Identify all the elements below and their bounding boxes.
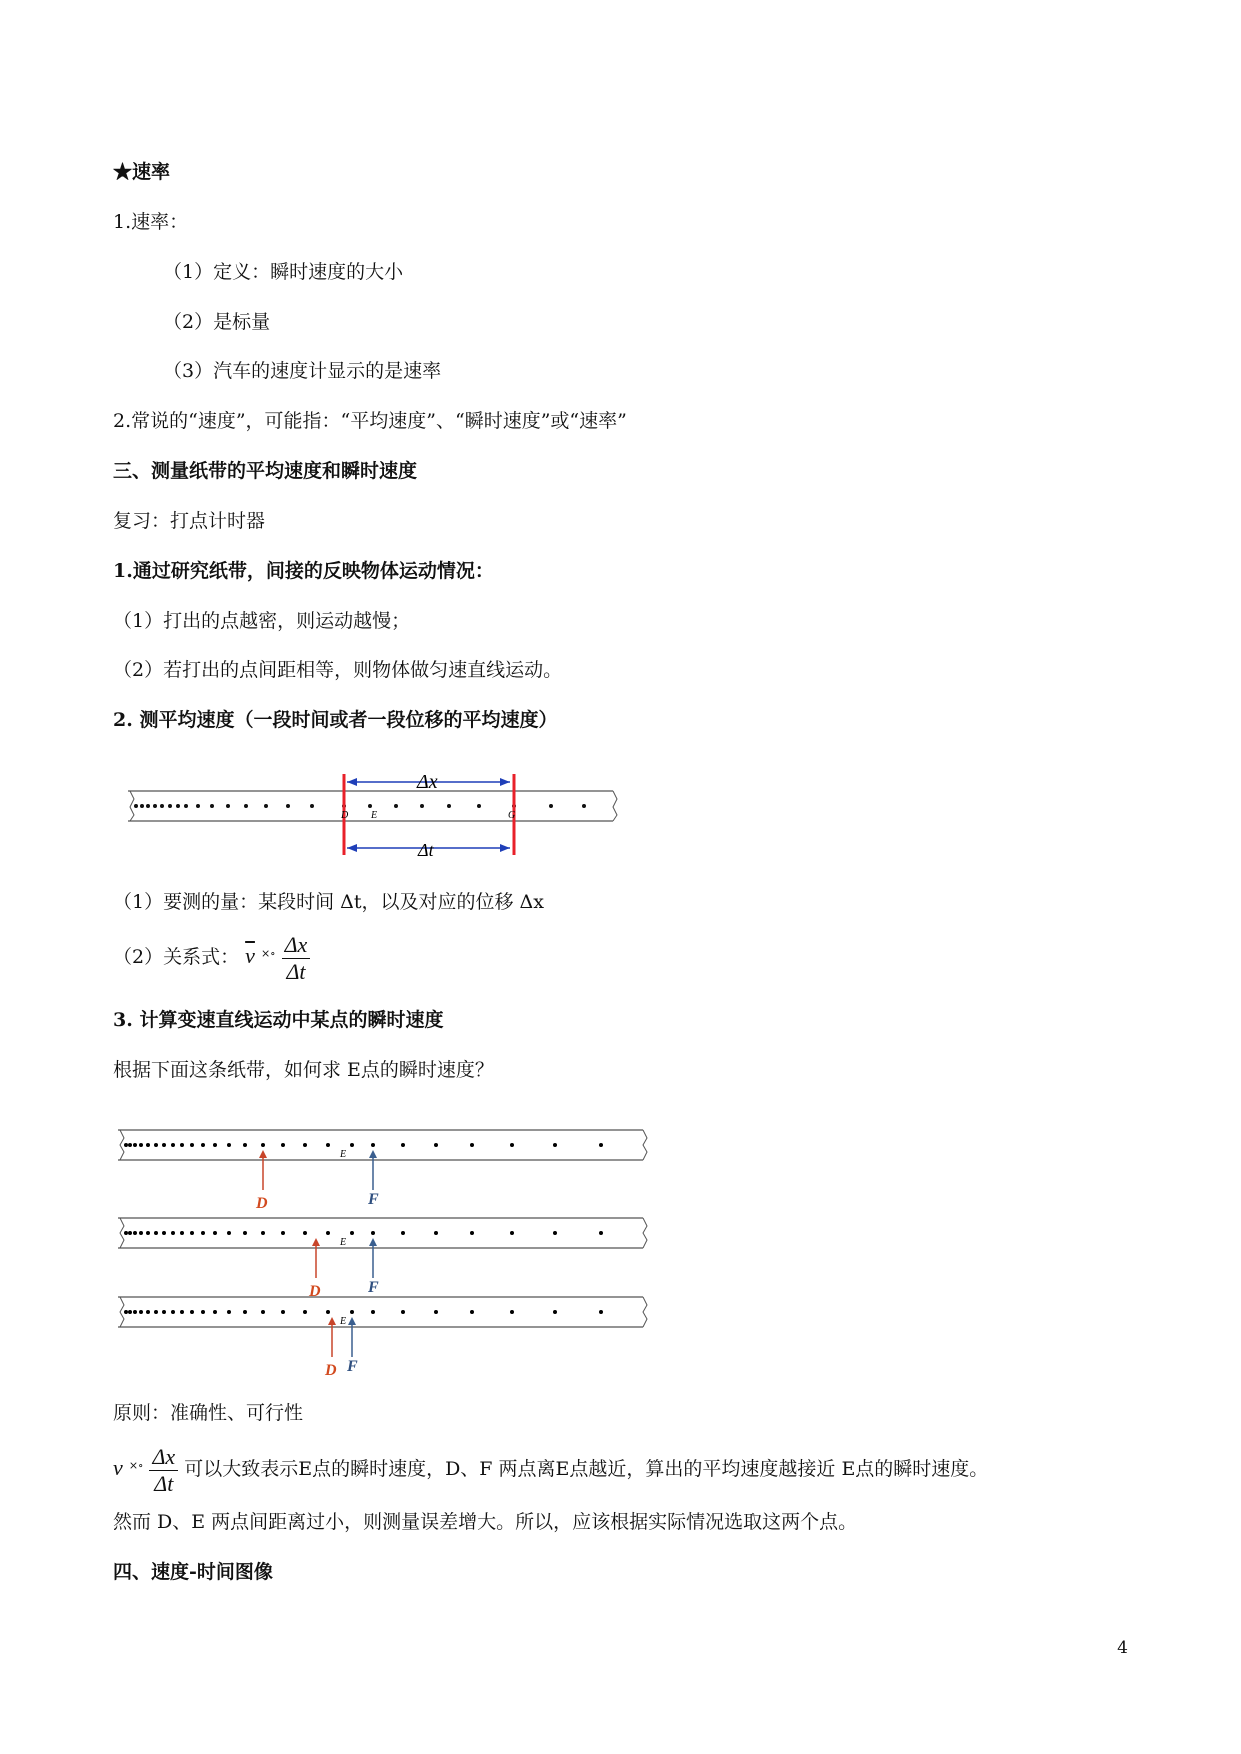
principle-line: 原则：准确性、可行性 [113,1402,304,1424]
tape-dot [196,804,200,808]
tape-dot [128,1143,132,1147]
tape-dot [243,1231,247,1235]
tape-dot [124,1231,128,1235]
tape-dot [180,1231,184,1235]
relation-formula-line [113,924,310,984]
tape-dot [510,1310,514,1314]
tape-dot [244,804,248,808]
point-f-label: F [347,1358,358,1375]
tape-dot [171,1143,175,1147]
section4-title: 四、速度-时间图像 [113,1561,273,1583]
point-d-label: D [341,810,349,821]
tape-dot [171,1310,175,1314]
fraction-numerator: Δx [282,932,311,959]
point-e-label: E [371,810,378,821]
tape-dot [213,1143,217,1147]
tape-dot [190,1143,194,1147]
point-e-label: E [340,1316,347,1327]
tape-dot [180,1143,184,1147]
point-e-label: E [340,1149,347,1160]
d-arrow-head [312,1238,320,1246]
tape-dot [261,1143,265,1147]
section3-title: 三、测量纸带的平均速度和瞬时速度 [113,460,418,482]
tape-dot [371,1231,375,1235]
approx-symbol: ×∘ [260,947,276,960]
fraction-denominator-2: Δt [154,1470,174,1496]
tape-dot [153,804,157,808]
tape-dot [510,1143,514,1147]
tape-dot [124,1310,128,1314]
tape-dot [176,804,180,808]
tape-dot [281,1310,285,1314]
explain-text: 可以大致表示E点的瞬时速度，D、F 两点离E点越近，算出的平均速度越接近 E点的瞬时速度。 [184,1458,989,1480]
tape-dot [447,804,451,808]
tape-dot [371,1143,375,1147]
tape-dot [201,1310,205,1314]
rate-item-1-3: （3）汽车的速度计显示的是速率 [163,360,442,382]
v-symbol: v [113,1455,123,1480]
f-arrow-head [369,1150,377,1158]
tape-dot [213,1231,217,1235]
tape-dot [420,804,424,808]
tape-dot [146,1231,150,1235]
tape-dot [133,1310,137,1314]
tape-dot [553,1310,557,1314]
tape-tear-right [643,1218,647,1248]
tape-tear-left [120,1218,124,1248]
tape-dot [401,1310,405,1314]
tape-diagram-average-velocity [128,765,628,865]
tape-dot [470,1231,474,1235]
tape-dot [599,1231,603,1235]
delta-t-label: Δt [418,840,434,860]
tape-dot [139,1143,143,1147]
tape-dot [213,1310,217,1314]
section3-item-3: 3. 计算变速直线运动中某点的瞬时速度 [113,1009,444,1031]
tape-dot [227,1143,231,1147]
tape-dot [434,1231,438,1235]
however-line: 然而 D、E 两点间距离过小，则测量误差增大。所以，应该根据实际情况选取这两个点。 [113,1511,858,1533]
tape-dot [243,1310,247,1314]
approx-symbol-2: ×∘ [128,1459,144,1472]
tape-dot [184,804,188,808]
tape-dot [133,1143,137,1147]
tape-dot [139,1231,143,1235]
tape-dot [146,1143,150,1147]
page-number: 4 [1117,1638,1128,1658]
f-arrow-head [369,1238,377,1246]
d-arrow-head [328,1317,336,1325]
delta-fraction [282,932,311,985]
tape-dot [599,1143,603,1147]
tape-dot [243,1143,247,1147]
tape-dot [227,1310,231,1314]
tape-dot [133,1231,137,1235]
d-arrow-head [259,1150,267,1158]
tape-dot [146,804,150,808]
tape-dot [350,1231,354,1235]
tape-dot [549,804,553,808]
tape-tear-left [120,1297,124,1327]
explain-line [113,1435,988,1497]
tape-dot [326,1143,330,1147]
tape-dot [401,1143,405,1147]
tape-dot [553,1231,557,1235]
tape-dot [510,1231,514,1235]
f-arrow-head [348,1317,356,1325]
tape-dot [168,804,172,808]
tape-dot [582,804,586,808]
tape-dot [128,1231,132,1235]
tape-dot [434,1143,438,1147]
point-d-label: D [309,1283,321,1300]
section3-item-1-1: （1）打出的点越密，则运动越慢； [113,610,411,632]
tape-dot [190,1231,194,1235]
delta-fraction-2 [149,1444,178,1497]
tape-dot [160,804,164,808]
relation-label: （2）关系式： [113,946,240,968]
tape-dot [162,1143,166,1147]
point-g-label: G [508,810,516,821]
tape-dot [310,804,314,808]
tape-tear-left [120,1130,124,1160]
tape-dot [401,1231,405,1235]
section3-item-1: 1.通过研究纸带，间接的反映物体运动情况： [113,560,494,582]
tape-dot [326,1231,330,1235]
tape-tear-right [643,1130,647,1160]
tape-dot [210,804,214,808]
tape-dot [303,1231,307,1235]
point-d-label: D [325,1362,337,1379]
section3-item-2: 2. 测平均速度（一段时间或者一段位移的平均速度） [113,709,558,731]
review-line: 复习：打点计时器 [113,510,266,532]
section3-item-2-1: （1）要测的量：某段时间 Δt，以及对应的位移 Δx [113,891,544,913]
tape-dot [350,1310,354,1314]
tape-dot [162,1231,166,1235]
tape-dot [261,1310,265,1314]
question-line: 根据下面这条纸带，如何求 E点的瞬时速度？ [113,1059,494,1081]
tape-dot [303,1143,307,1147]
tape-dot [368,804,372,808]
rate-item-1: 1.速率： [113,211,189,233]
tape-dot [162,1310,166,1314]
rate-item-1-1: （1）定义：瞬时速度的大小 [163,261,404,283]
tape-dot [599,1310,603,1314]
tape-tear-right [643,1297,647,1327]
tape-dot [128,1310,132,1314]
tape-dot [140,804,144,808]
rate-item-2: 2.常说的“速度”，可能指：“平均速度”、“瞬时速度”或“速率” [113,410,627,432]
delta-x-label: Δx [417,771,438,793]
tape-dot [261,1231,265,1235]
tape-dot [154,1231,158,1235]
section3-item-1-2: （2）若打出的点间距相等，则物体做匀速直线运动。 [113,659,563,681]
tape-dot [154,1143,158,1147]
tape-dot [124,1143,128,1147]
tape-dot [201,1231,205,1235]
tape-dot [171,1231,175,1235]
tape-dot [553,1143,557,1147]
tape-dot [303,1310,307,1314]
tape-dot [326,1310,330,1314]
rate-item-1-2: （2）是标量 [163,311,271,333]
point-f-label: F [368,1191,379,1208]
tape-dot [394,804,398,808]
tape-dot [470,1143,474,1147]
tape-dot [281,1143,285,1147]
tape-dot [226,804,230,808]
rate-title: ★速率 [113,161,171,183]
tape-dot [201,1143,205,1147]
tape-dot [371,1310,375,1314]
tape-dot [227,1231,231,1235]
fraction-numerator-2: Δx [149,1444,178,1471]
tape-dot [134,804,138,808]
tape-dot [154,1310,158,1314]
point-d-label: D [256,1195,268,1212]
tape-diagrams-instantaneous-velocity [118,1115,658,1385]
tape-dot [139,1310,143,1314]
tape-dot [434,1310,438,1314]
tape-dot [180,1310,184,1314]
tape-dot [264,804,268,808]
point-e-label: E [340,1237,347,1248]
tape-dot [470,1310,474,1314]
tape-dot [350,1143,354,1147]
point-f-label: F [368,1279,379,1296]
tape-dot [190,1310,194,1314]
tape-dot [146,1310,150,1314]
v-bar-symbol: $\overline{v}$ [245,943,255,968]
tape-dot [477,804,481,808]
tape-dot [286,804,290,808]
fraction-denominator: Δt [286,958,306,984]
tape-dot [281,1231,285,1235]
